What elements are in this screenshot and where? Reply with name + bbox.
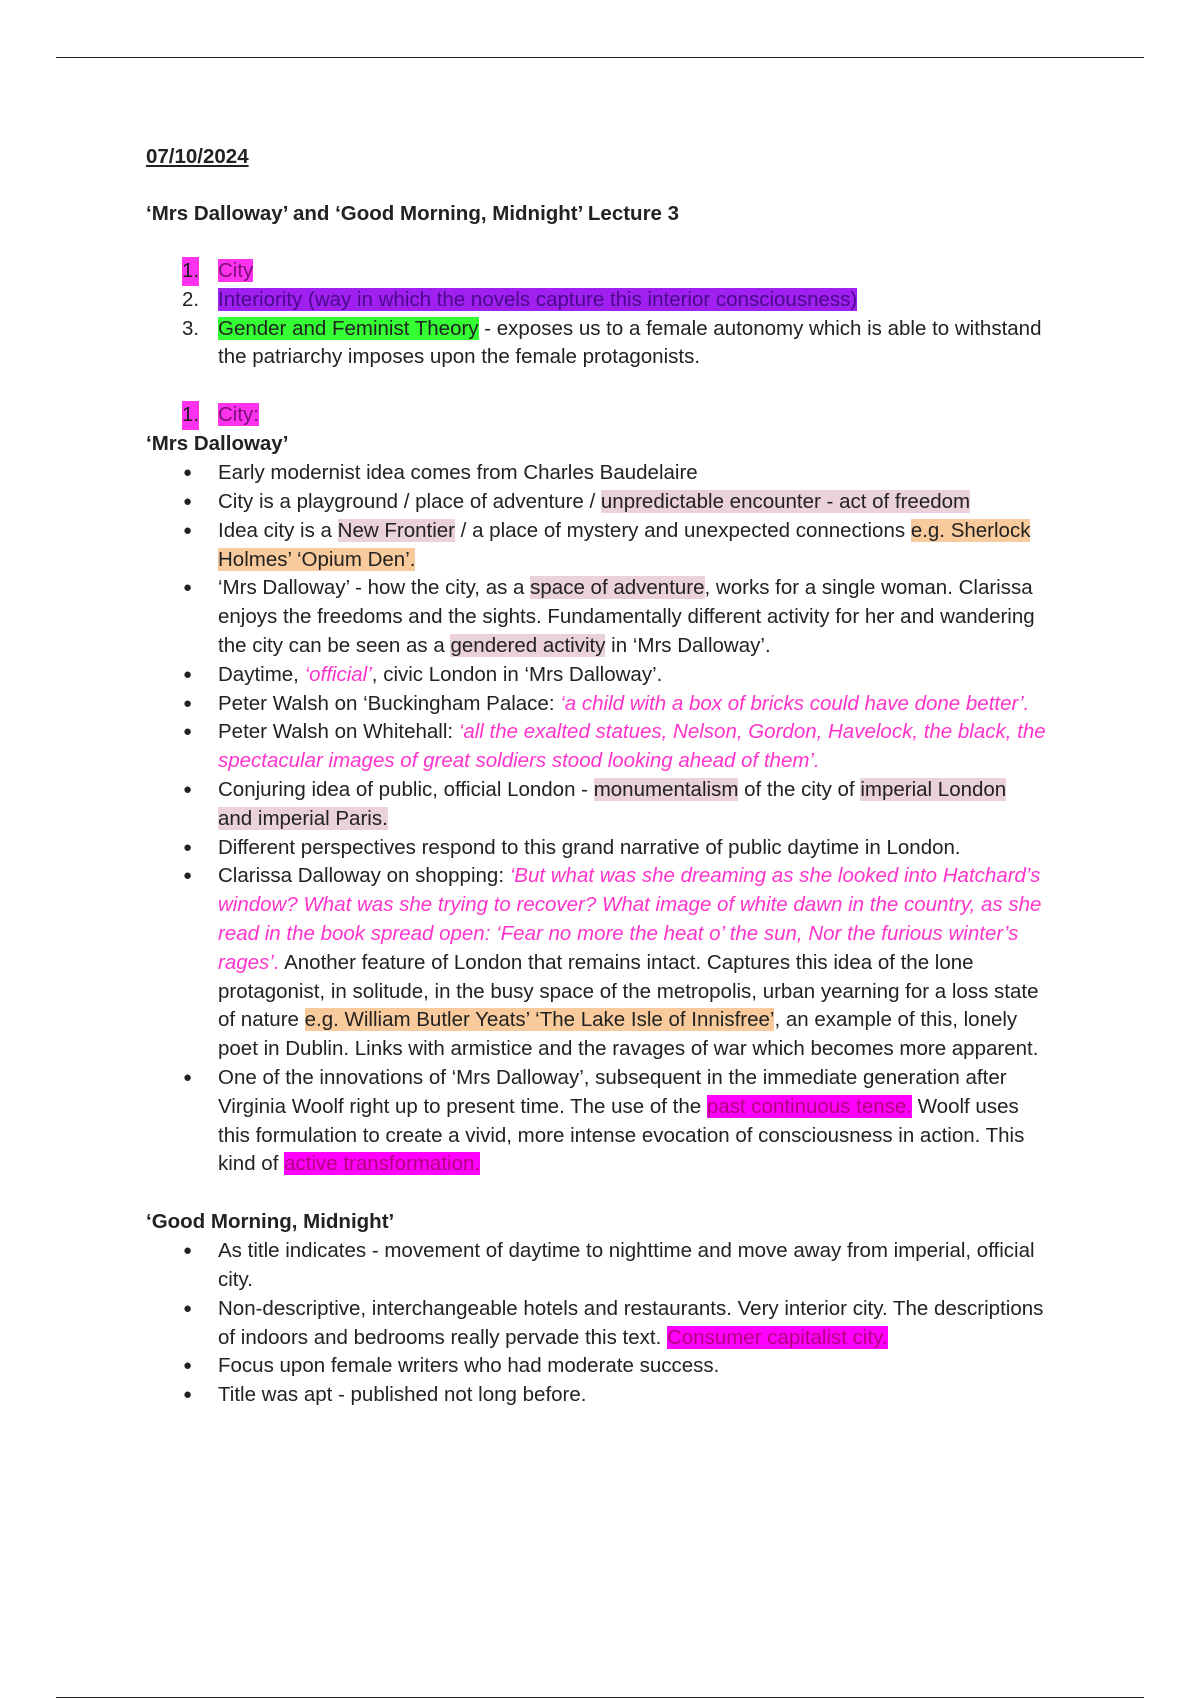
list-item — [146, 1237, 1046, 1295]
list-item — [146, 574, 1046, 660]
overview-number: 1. — [182, 257, 199, 286]
header-rule — [56, 57, 1144, 58]
section-label: City: — [218, 403, 259, 427]
list-item — [146, 718, 1046, 776]
note-text: , civic London in ‘Mrs Dalloway’. — [371, 662, 663, 686]
list-item — [146, 1381, 1046, 1410]
overview-highlight: Gender and Feminist Theory — [218, 316, 479, 340]
note-quote: ‘a child with a box of bricks could have done better’. — [560, 691, 1030, 715]
overview-item-interiority — [146, 286, 1046, 315]
list-item — [146, 1352, 1046, 1381]
note-quote: ‘official’ — [304, 662, 372, 686]
overview-list — [146, 257, 1046, 372]
note-text: City is a playground / place of adventure / — [218, 489, 601, 513]
section-heading-city — [146, 401, 1046, 430]
list-item — [146, 488, 1046, 517]
list-item — [146, 776, 1046, 834]
overview-text: City — [218, 259, 254, 282]
note-highlight: unpredictable encounter - act of freedom — [600, 489, 971, 513]
lecture-title: ‘Mrs Dalloway’ and ‘Good Morning, Midnight’ Lecture 3 — [146, 202, 680, 225]
list-item — [146, 517, 1046, 575]
note-text: One of the innovations of ‘Mrs Dalloway’, subsequent in the immediate generation after Virginia Woolf right up to present time. The use of the — [218, 1065, 1007, 1118]
list-item — [146, 862, 1046, 1064]
note-text: Idea city is a — [218, 518, 338, 542]
note-text: Daytime, — [218, 662, 305, 686]
overview-text: - exposes us to a female autonomy which is able to withstand the patriarchy imposes upon the female protagonists. — [218, 316, 1042, 369]
footer-rule — [56, 1697, 1144, 1698]
note-highlight: gendered activity — [450, 633, 606, 657]
note-highlight: past continuous tense. — [706, 1094, 912, 1118]
note-example: e.g. William Butler Yeats’ ‘The Lake Isle of Innisfree’ — [304, 1008, 775, 1032]
note-text: Clarissa Dalloway on shopping: — [218, 864, 510, 888]
list-item — [146, 459, 1046, 488]
list-item — [146, 1064, 1046, 1179]
lecture-date: 07/10/2024 — [146, 145, 249, 168]
note-highlight: monumentalism — [593, 777, 739, 801]
mrs-dalloway-notes — [146, 459, 1046, 1179]
document-page — [146, 143, 1046, 1410]
note-text: Peter Walsh on ‘Buckingham Palace: — [218, 691, 561, 715]
note-text: of the city of — [738, 777, 861, 801]
list-item — [146, 690, 1046, 719]
good-morning-notes — [146, 1237, 1046, 1410]
spacer — [146, 1179, 1046, 1208]
note-text: Non-descriptive, interchangeable hotels and restaurants. Very interior city. The descriptions of indoors and bedrooms really pervade this text. — [218, 1296, 1044, 1349]
note-text: Peter Walsh on Whitehall: — [218, 720, 459, 744]
overview-item-gender — [146, 315, 1046, 373]
note-text: Woolf uses this formulation to create a vivid, more intense evocation of consciousness in action. This kind of — [218, 1094, 1025, 1176]
note-text: Title was apt - published not long before. — [218, 1383, 587, 1407]
note-highlight: Consumer capitalist city. — [666, 1325, 888, 1349]
list-item — [146, 1295, 1046, 1353]
subheading-mrs-dalloway: ‘Mrs Dalloway’ — [146, 432, 289, 456]
subheading-good-morning-midnight: ‘Good Morning, Midnight’ — [146, 1210, 395, 1234]
note-example: e.g. Sherlock Holmes’ ‘Opium Den’. — [218, 518, 1031, 571]
note-text: / a place of mystery and unexpected connections — [454, 518, 911, 542]
note-text: , works for a single woman. Clarissa enjoys the freedoms and the sights. Fundamentally different activity for her and wandering the city can be seen as a — [218, 576, 1035, 657]
note-quote: ‘But what was she dreaming as she looked into Hatchard’s window? What was she trying to recover? What image of white dawn in the country, as she read in the book spread open: ‘Fear no more the heat o’ the sun, Nor the furious winter’s rages’. — [218, 864, 1042, 974]
note-highlight: space of adventure — [530, 576, 705, 600]
list-item — [146, 661, 1046, 690]
overview-number: 2. — [182, 287, 200, 311]
note-highlight: imperial London and imperial Paris. — [218, 777, 1007, 830]
note-text: in ‘Mrs Dalloway’. — [605, 633, 771, 657]
list-item — [146, 834, 1046, 863]
note-text: Another feature of London that remains intact. Captures this idea of the lone protagonist, in solitude, in the busy space of the metropolis, urban yearning for a loss state of nature — [218, 950, 1039, 1032]
overview-item-city — [146, 257, 1046, 286]
note-quote: ‘all the exalted statues, Nelson, Gordon, Havelock, the black, the spectacular images of great soldiers stood looking ahead of them’. — [218, 720, 1046, 773]
note-highlight: active transformation. — [284, 1152, 481, 1176]
section-number: 1. — [182, 401, 199, 430]
note-text: , an example of this, lonely poet in Dublin. Links with armistice and the ravages of war which becomes more apparent. — [218, 1008, 1039, 1061]
overview-number: 3. — [182, 316, 200, 340]
note-text: Different perspectives respond to this grand narrative of public daytime in London. — [218, 835, 961, 859]
note-text: Conjuring idea of public, official London - — [218, 777, 594, 801]
note-text: ‘Mrs Dalloway’ - how the city, as a — [218, 576, 531, 600]
note-text: Focus upon female writers who had moderate success. — [218, 1354, 720, 1378]
note-highlight: New Frontier — [337, 518, 455, 542]
note-text: Early modernist idea comes from Charles Baudelaire — [218, 461, 698, 485]
overview-text: Interiority (way in which the novels capture this interior consciousness) — [218, 287, 858, 311]
note-text: As title indicates - movement of daytime to nighttime and move away from imperial, official city. — [218, 1239, 1035, 1291]
